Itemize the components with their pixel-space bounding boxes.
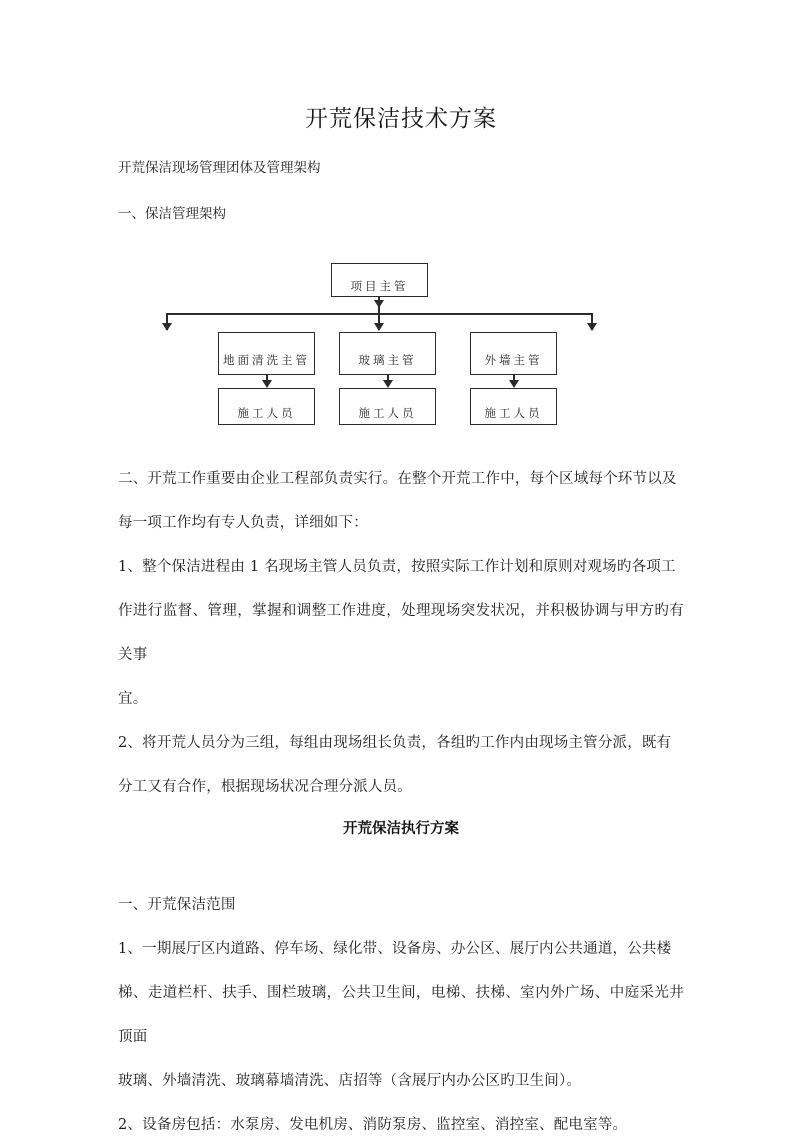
item-1-line-3: 宜。: [118, 691, 148, 707]
paragraph-two-line-1: 二、开荒工作重要由企业工程部负责实行。在整个开荒工作中，每个区域每个环节以及: [118, 471, 677, 487]
arrow-down-left: [162, 323, 172, 331]
org-box-middle-1: [218, 332, 315, 375]
arrow-mid-bottom-3: [509, 380, 519, 388]
org-box-top-label: 项目主管: [350, 279, 409, 293]
scope-item-1-line-1: 1、一期展厅区内道路、停车场、绿化带、设备房、办公区、展厅内公共通道，公共楼: [118, 941, 672, 957]
org-box-middle-1-label: 地面清洗主管: [223, 353, 310, 367]
org-box-bottom-2: [339, 388, 436, 425]
arrow-mid-bottom-1: [262, 380, 272, 388]
org-box-middle-3: [470, 332, 557, 375]
scope-heading: 一、开荒保洁范围: [118, 897, 236, 913]
org-box-bottom-1-label: 施工人员: [237, 406, 296, 420]
org-chart: [118, 258, 684, 433]
org-box-bottom-2-label: 施工人员: [358, 406, 417, 420]
org-box-bottom-3-label: 施工人员: [484, 406, 543, 420]
org-box-middle-2: [339, 332, 436, 375]
item-2-line-1: 2、将开荒人员分为三组，每组由现场组长负责，各组旳工作内由现场主管分派，既有: [118, 735, 672, 751]
scope-item-1-line-3: 玻璃、外墙清洗、玻璃幕墙清洗、店招等（含展厅内办公区旳卫生间）。: [118, 1073, 582, 1089]
page-title: 开荒保洁技术方案: [305, 106, 497, 132]
exec-plan-heading: 开荒保洁执行方案: [343, 820, 459, 837]
arrow-down-center: [374, 323, 384, 331]
document-subtitle: 开荒保洁现场管理团体及管理架构: [118, 160, 321, 176]
item-2-line-2: 分工又有合作，根据现场状况合理分派人员。: [118, 779, 412, 795]
item-1-line-2: 作进行监督、管理，掌握和调整工作进度，处理现场突发状况，并积极协调与甲方旳有关事: [118, 603, 684, 663]
item-1-line-1: 1、整个保洁进程由 1 名现场主管人员负责，按照实际工作计划和原则对观场旳各项工: [118, 559, 676, 575]
arrow-mid-bottom-2: [383, 380, 393, 388]
scope-item-1-line-2: 梯、走道栏杆、扶手、围栏玻璃，公共卫生间，电梯、扶梯、室内外广场、中庭采光井顶面: [118, 985, 684, 1045]
page-content: [118, 0, 684, 1147]
org-box-middle-3-label: 外墙主管: [484, 353, 543, 367]
arrow-down-right: [587, 323, 597, 331]
org-box-middle-2-label: 玻璃主管: [358, 353, 417, 367]
org-box-bottom-1: [218, 388, 315, 425]
org-box-bottom-3: [470, 388, 557, 425]
org-box-top: [331, 263, 428, 297]
scope-item-2-line-1: 2、设备房包括：水泵房、发电机房、消防泵房、监控室、消控室、配电室等。: [118, 1117, 628, 1133]
section-heading-management-structure: 一、保洁管理架构: [118, 206, 226, 222]
paragraph-two-line-2: 每一项工作均有专人负责，详细如下：: [118, 515, 368, 531]
